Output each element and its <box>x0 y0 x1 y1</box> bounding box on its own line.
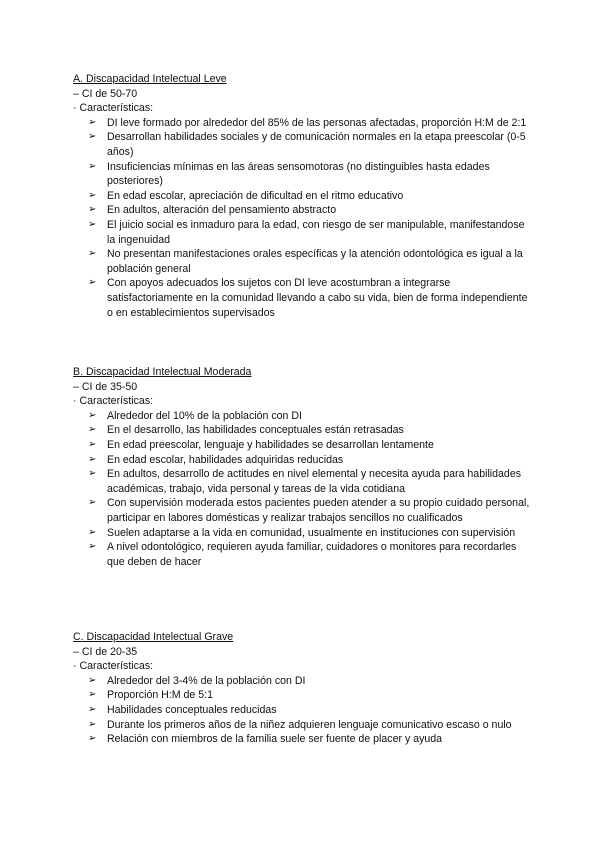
arrow-bullet-icon: ➢ <box>88 248 97 260</box>
bullet-list <box>73 674 533 747</box>
caracteristicas-label: · Características: <box>73 102 154 115</box>
arrow-bullet-icon: ➢ <box>88 409 97 421</box>
list-item: ➢ El juicio social es inmaduro para la edad, con riesgo de ser manipulable, manifestandose la ingenuidad <box>88 218 525 246</box>
arrow-bullet-icon: ➢ <box>88 541 97 553</box>
ci-range: – CI de 50-70 <box>73 87 138 100</box>
arrow-bullet-icon: ➢ <box>88 204 97 216</box>
ci-range: – CI de 20-35 <box>73 645 138 658</box>
list-item: ➢ Desarrollan habilidades sociales y de comunicación normales en la etapa preescolar (0-5 años) <box>88 131 526 158</box>
arrow-bullet-icon: ➢ <box>88 189 97 201</box>
bullet-list <box>73 409 533 570</box>
arrow-bullet-icon: ➢ <box>88 160 97 172</box>
bullet-list <box>73 116 533 320</box>
arrow-bullet-icon: ➢ <box>88 277 97 289</box>
ci-range: – CI de 35-50 <box>73 380 138 393</box>
list-item: ➢ Proporción H:M de 5:1 <box>88 689 213 702</box>
section-leve <box>73 72 533 320</box>
list-item: ➢ Suelen adaptarse a la vida en comunidad, usualmente en instituciones con supervisión <box>88 526 516 539</box>
arrow-bullet-icon: ➢ <box>88 703 97 715</box>
arrow-bullet-icon: ➢ <box>88 116 97 128</box>
list-item: ➢ En el desarrollo, las habilidades conceptuales están retrasadas <box>88 424 404 437</box>
list-item: ➢ A nivel odontológico, requieren ayuda familiar, cuidadores o monitores para recordarles que deben de hacer <box>88 541 517 568</box>
list-item: ➢ Habilidades conceptuales reducidas <box>88 703 277 716</box>
arrow-bullet-icon: ➢ <box>88 131 97 143</box>
list-item: ➢ Alrededor del 3-4% de la población con DI <box>88 674 306 687</box>
list-item: ➢ Con supervisión moderada estos pacientes pueden atender a su propio cuidado personal, participar en labores domésticas y realizar trabajos sencillos no cualificados <box>88 497 530 524</box>
list-item: ➢ En edad escolar, apreciación de dificultad en el ritmo educativo <box>88 189 404 202</box>
list-item: ➢ En adultos, desarrollo de actitudes en nivel elemental y necesita ayuda para habilidades académicas, trabajo, vida personal y tareas de la vida cotidiana <box>88 468 522 495</box>
arrow-bullet-icon: ➢ <box>88 689 97 701</box>
list-item: ➢ No presentan manifestaciones orales específicas y la atención odontológica es igual a la población general <box>88 248 523 275</box>
arrow-bullet-icon: ➢ <box>88 497 97 509</box>
caracteristicas-label: · Características: <box>73 660 154 673</box>
arrow-bullet-icon: ➢ <box>88 468 97 480</box>
section-grave <box>73 630 533 747</box>
list-item: ➢ Alrededor del 10% de la población con DI <box>88 409 302 422</box>
arrow-bullet-icon: ➢ <box>88 526 97 538</box>
list-item: ➢ Insuficiencias mínimas en las áreas sensomotoras (no distinguibles hasta edades posteriores) <box>88 160 490 188</box>
list-item: ➢ En edad escolar, habilidades adquiridas reducidas <box>88 453 344 466</box>
list-item: ➢ DI leve formado por alrededor del 85% de las personas afectadas, proporción H:M de 2:1 <box>88 116 527 129</box>
section-moderada <box>73 365 533 569</box>
arrow-bullet-icon: ➢ <box>88 218 97 230</box>
section-title: B. Discapacidad Intelectual Moderada <box>73 366 252 378</box>
arrow-bullet-icon: ➢ <box>88 718 97 730</box>
list-item: ➢ Relación con miembros de la familia suele ser fuente de placer y ayuda <box>88 733 443 746</box>
arrow-bullet-icon: ➢ <box>88 674 97 686</box>
caracteristicas-label: · Características: <box>73 395 154 408</box>
list-item: ➢ En adultos, alteración del pensamiento abstracto <box>88 204 337 217</box>
list-item: ➢ Con apoyos adecuados los sujetos con DI leve acostumbran a integrarse satisfactoriamente en la comunidad llevando a cabo su vida, bien de forma independiente o en establecimientos supervisados <box>88 277 528 319</box>
list-item: ➢ En edad preescolar, lenguaje y habilidades se desarrollan lentamente <box>88 438 434 451</box>
arrow-bullet-icon: ➢ <box>88 424 97 436</box>
section-title: A. Discapacidad Intelectual Leve <box>73 73 227 85</box>
arrow-bullet-icon: ➢ <box>88 453 97 465</box>
arrow-bullet-icon: ➢ <box>88 438 97 450</box>
list-item: ➢ Durante los primeros años de la niñez adquieren lenguaje comunicativo escaso o nulo <box>88 718 512 731</box>
arrow-bullet-icon: ➢ <box>88 733 97 745</box>
section-title: C. Discapacidad Intelectual Grave <box>73 631 234 643</box>
